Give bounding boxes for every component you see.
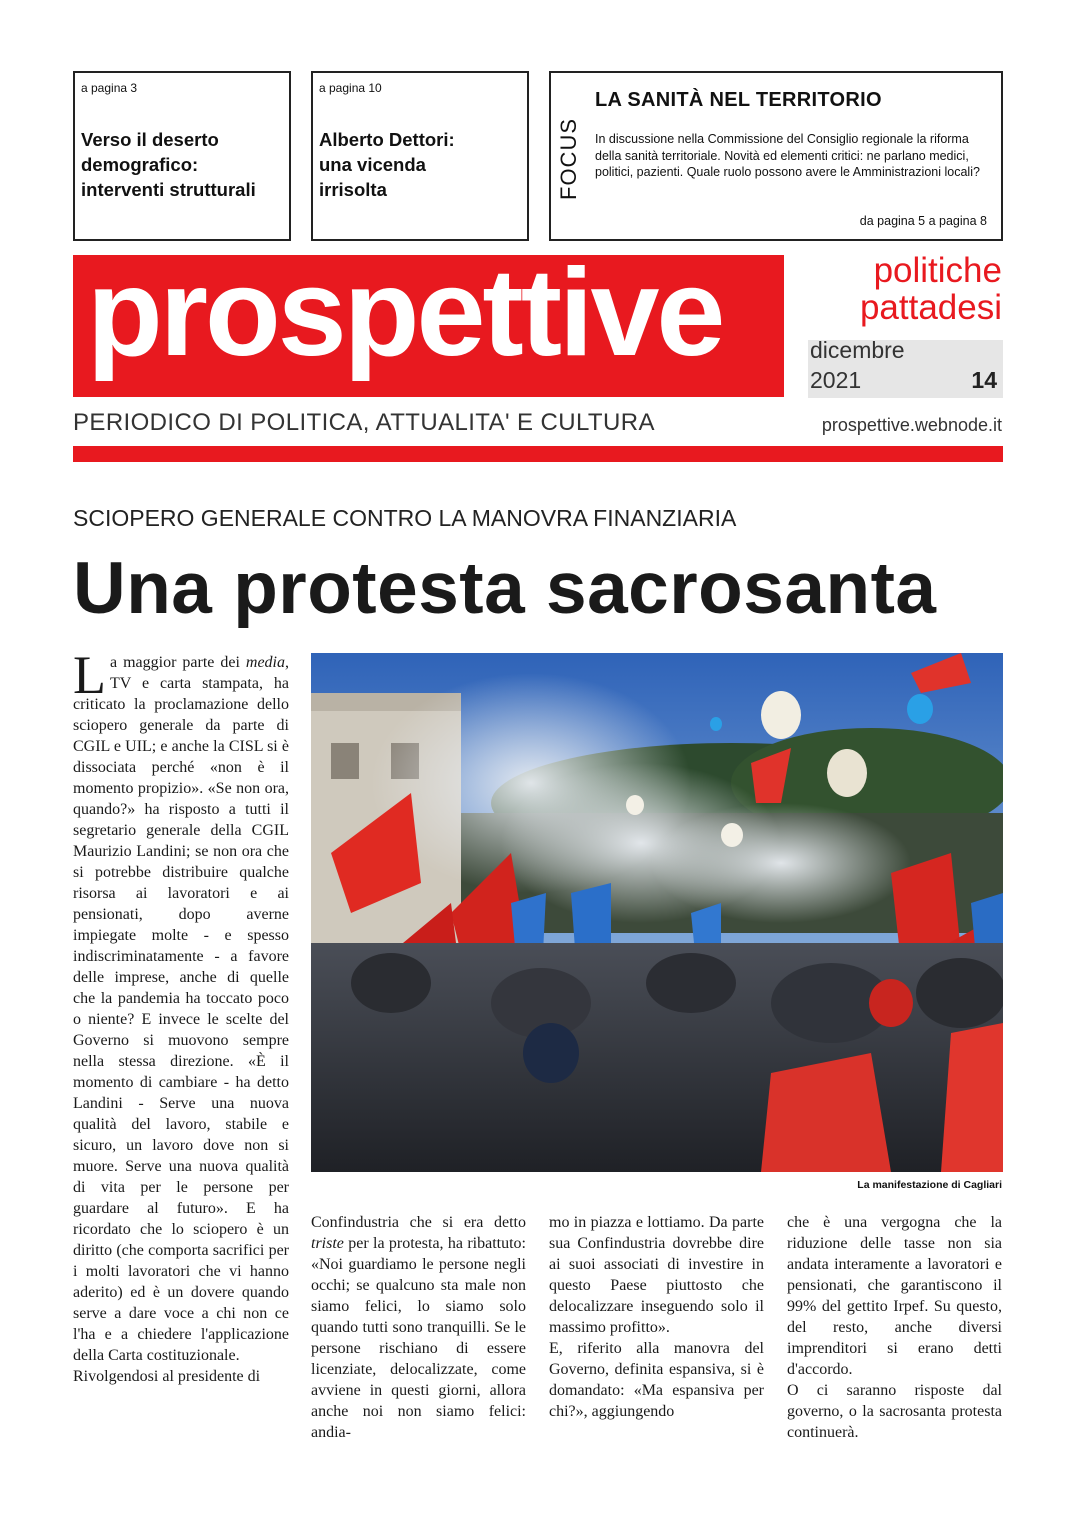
teaser-box-2[interactable] bbox=[311, 71, 529, 241]
masthead-subtitle-2: pattadesi bbox=[859, 288, 1002, 327]
article-headline: Una protesta sacrosanta bbox=[73, 548, 937, 629]
col2-body: per la protesta, ha ribattuto: «Noi guardiamo le persone negli occhi; se qualcuno sta male non siamo felici, lo siamo solo quando tutti sono tranquilli. Se le persone rischiano di essere licenziate, delocalizzate, come avviene in questi giorni, allora anche noi non siamo felici: andia- bbox=[311, 1235, 526, 1441]
masthead-logo bbox=[73, 255, 784, 397]
article-kicker: SCIOPERO GENERALE CONTRO LA MANOVRA FINANZIARIA bbox=[73, 505, 737, 531]
teaser-1-title-line-2: demografico: bbox=[81, 154, 199, 175]
focus-page-ref: da pagina 5 a pagina 8 bbox=[859, 214, 987, 228]
teaser-1-title bbox=[81, 127, 256, 202]
protest-photo bbox=[311, 653, 1003, 1172]
article-column-4 bbox=[787, 1212, 1002, 1443]
focus-title: LA SANITÀ NEL TERRITORIO bbox=[595, 89, 882, 111]
col4-paragraph-2: O ci saranno risposte dal governo, o la sacrosanta protesta continuerà. bbox=[787, 1382, 1002, 1441]
photo-caption: La manifestazione di Cagliari bbox=[857, 1179, 1002, 1191]
masthead-name: prospettive bbox=[87, 255, 723, 382]
issue-year: 2021 bbox=[810, 367, 862, 393]
teaser-1-title-line-3: interventi strutturali bbox=[81, 179, 256, 200]
col1-media-italic: media bbox=[245, 654, 285, 671]
issue-month: dicembre bbox=[810, 337, 905, 363]
teaser-1-page: a pagina 3 bbox=[81, 81, 138, 95]
teaser-1-title-line-1: Verso il deserto bbox=[81, 129, 219, 150]
focus-summary: In discussione nella Commissione del Consiglio regionale la riforma della sanità territoriale. Novità ed elementi critici: ne parlano medici, politici, pazienti. Quale ruolo possono avere le Amministrazioni locali? bbox=[595, 132, 980, 179]
issue-info bbox=[808, 337, 1003, 398]
issue-number: 14 bbox=[971, 367, 997, 393]
col3-paragraph-2: E, riferito alla manovra del Governo, definita espansiva, si è domandato: «Ma espansiva per chi?», aggiungendo bbox=[549, 1340, 764, 1420]
col2-pre: Confindustria che si era detto bbox=[311, 1214, 526, 1231]
col1-body: , TV e carta stampata, ha criticato la proclamazione dello sciopero generale da parte di CGIL e UIL; e anche la CISL si è dissociata perché «non è il momento propizio». «Se non ora, quando?» ha risposto a tutti il segretario generale della CGIL Maurizio Landini; se non ora che si potrebbe distribuire qualche risorsa ai lavoratori e ai pensionati, dopo averne impiegate molte - e spesso indiscriminatamente - a favore delle imprese, anche di quelle che la pandemia ha toccato poco o niente? E invece le scelte del Governo si muovono sempre nella stessa direzione. «È il momento di cambiare - ha detto Landini - Serve una nuova qualità del lavoro, stabile e sicuro, un lavoro dove non si muore. Serve una nuova qualità di vita per le persone per guardare al futuro». E ha ricordato che lo sciopero è un diritto (che comporta sacrifici per i molti lavoratori che vi hanno aderito) ed è un dovere quando serve a dare voce a chi non ce l'ha e a chiedere l'applicazione della Carta costituzionale. bbox=[73, 654, 289, 1364]
teaser-box-1[interactable] bbox=[73, 71, 291, 241]
teaser-2-title bbox=[319, 127, 455, 202]
col2-triste-italic: triste bbox=[311, 1235, 344, 1252]
focus-label: FOCUS bbox=[556, 118, 581, 200]
article-column-1 bbox=[73, 645, 289, 1387]
col1-intro: a maggior parte dei bbox=[110, 654, 246, 671]
teaser-2-title-line-3: irrisolta bbox=[319, 179, 387, 200]
masthead-divider bbox=[73, 446, 1003, 462]
article-column-3 bbox=[549, 1212, 764, 1422]
col3-paragraph-1: mo in piazza e lottiamo. Da parte sua Confindustria dovrebbe dire ai suoi associati di investire in questo Paese piuttosto che delocalizzare inseguendo solo il massimo profitto». bbox=[549, 1214, 764, 1336]
article-column-2 bbox=[311, 1212, 526, 1443]
focus-box[interactable] bbox=[549, 71, 1003, 241]
col1-last-line: Rivolgendosi al presidente di bbox=[73, 1368, 261, 1385]
teaser-2-page: a pagina 10 bbox=[319, 81, 382, 95]
website-link[interactable]: prospettive.webnode.it bbox=[821, 415, 1002, 435]
periodical-tagline: PERIODICO DI POLITICA, ATTUALITA' E CULTURA bbox=[73, 409, 655, 436]
teaser-2-title-line-2: una vicenda bbox=[319, 154, 426, 175]
teaser-2-title-line-1: Alberto Dettori: bbox=[319, 129, 455, 150]
masthead-subtitle-1: politiche bbox=[873, 251, 1002, 290]
col4-paragraph-1: che è una vergogna che la riduzione delle tasse non sia andata interamente a lavoratori e pensionati, che garantiscono il 99% del gettito Irpef. Su questo, del resto, anche diversi imprenditori si erano detti d'accordo. bbox=[787, 1214, 1002, 1378]
drop-cap: L bbox=[73, 645, 106, 705]
